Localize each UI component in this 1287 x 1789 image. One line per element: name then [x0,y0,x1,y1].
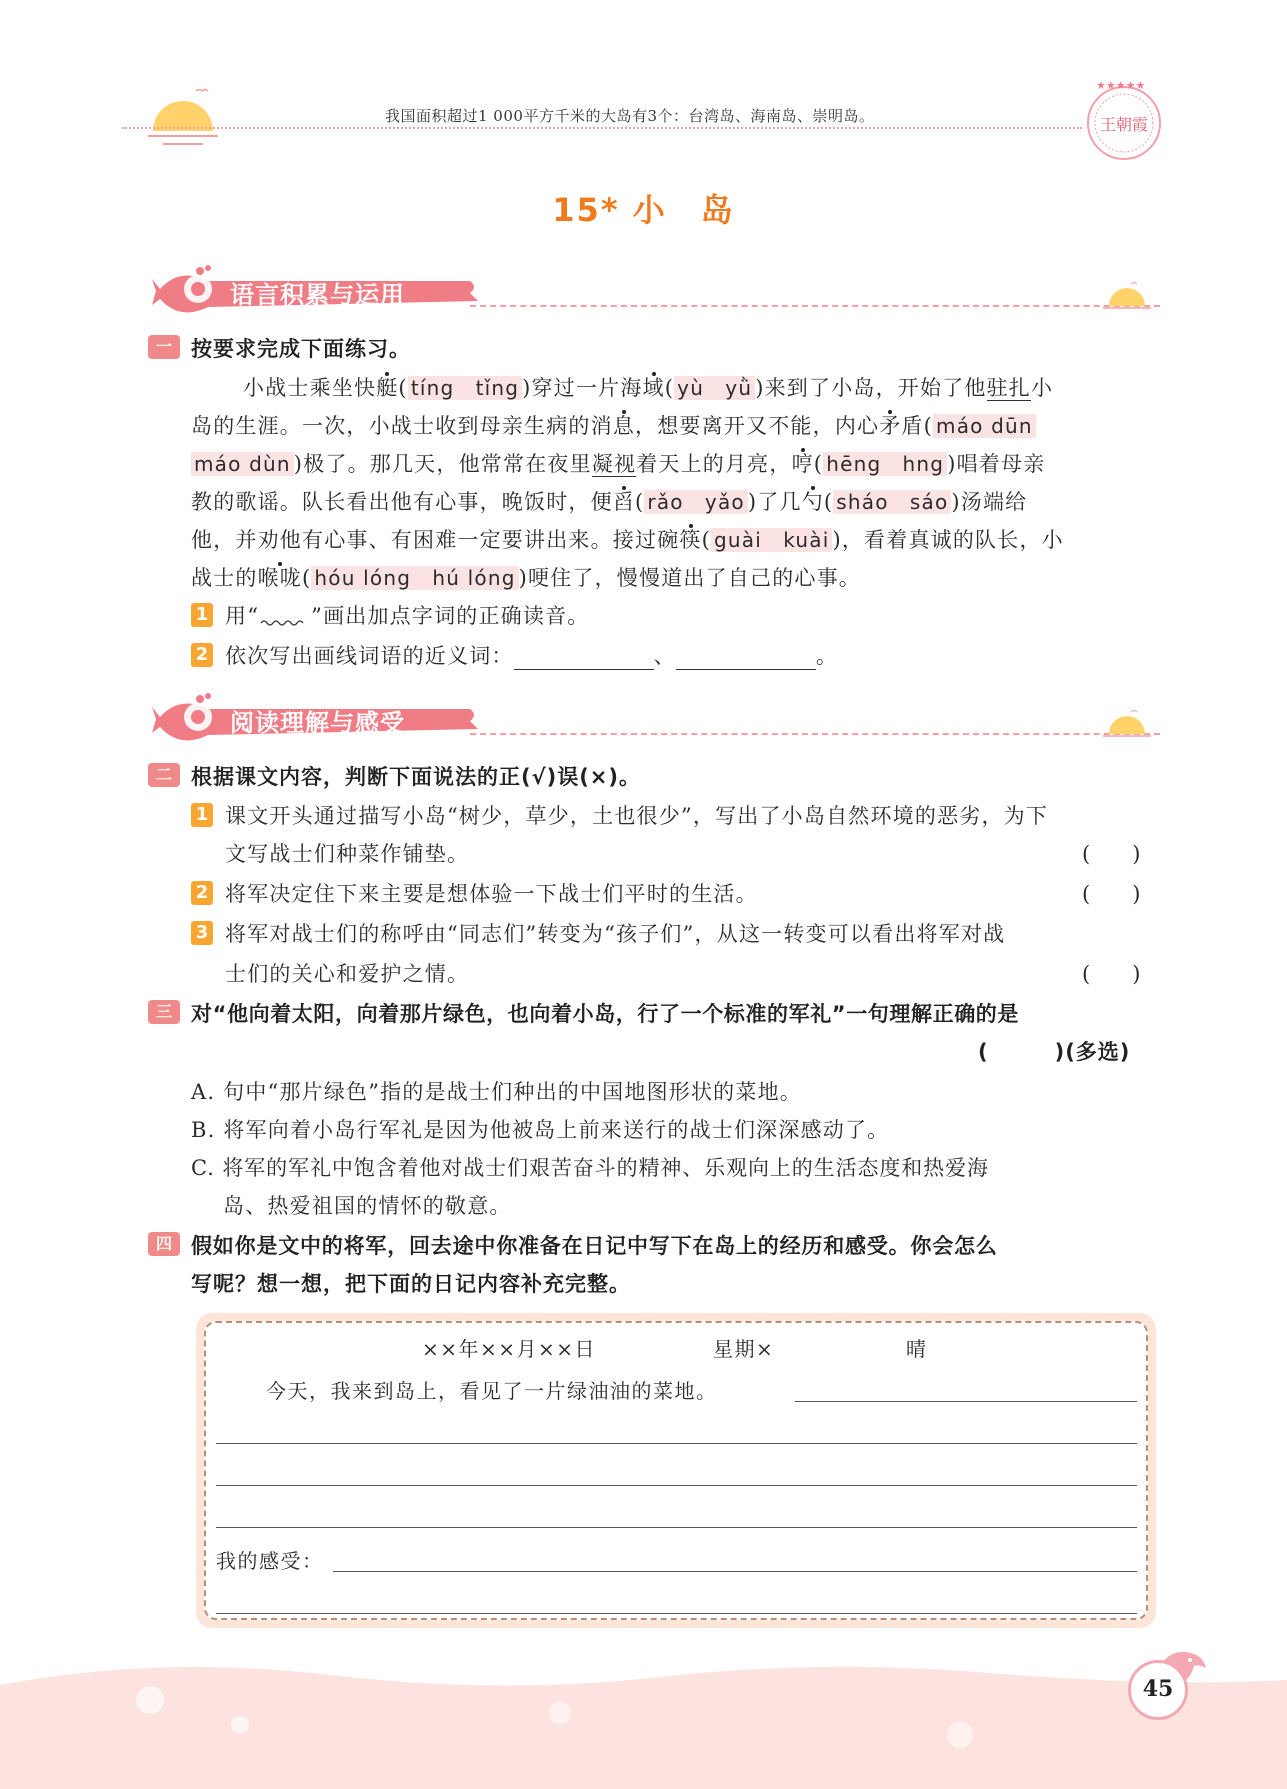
diary-weather: 晴 [906,1337,928,1361]
judgment-item-3-line-2: 士们的关心和爱护之情。 [225,962,470,986]
answer-paren[interactable]: ( ) [1082,962,1141,986]
sunrise-icon [148,86,218,156]
question-badge-1: 一 [148,335,180,359]
option-c-line-2: 岛、热爱祖国的情怀的敬意。 [223,1194,512,1218]
brand-stamp-logo [1080,75,1168,163]
writing-line[interactable] [333,1571,1137,1572]
diary-inner [204,1321,1148,1620]
writing-line[interactable] [216,1485,1137,1486]
item-number: 3 [191,921,213,945]
writing-line[interactable] [216,1443,1137,1444]
section-title-accumulation: 语言积累与运用 [230,281,405,309]
pinyin-options: máo dùn [191,452,294,476]
judgment-item-1-line-1: 课文开头通过描写小岛“树少，草少，土也很少”，写出了小岛自然环境的恶劣，为下 [225,804,1049,828]
dotted-char: 息 [612,414,636,438]
section-divider [470,733,1160,735]
passage-line-3: máo dùn )极了。那几天，他常常在夜里凝视着天上的月亮，哼( hēng hng )唱着母亲 [191,448,1045,478]
diary-weekday: 星期× [713,1337,775,1361]
dotted-char: 域 [642,376,665,400]
diary-opening: 今天，我来到岛上，看见了一片绿油油的菜地。 [266,1379,718,1403]
question-3-prompt: 对“他向着太阳，向着那片绿色，也向着小岛，行了一个标准的军礼”一句理解正确的是 [191,1002,1019,1026]
diary-box [196,1313,1156,1628]
sub-question-2: 依次写出画线词语的近义词： 、 。 [225,644,839,668]
option-b: B. 将军向着小岛行军礼是因为他被岛上前来送行的战士们深深感动了。 [191,1118,890,1142]
footer-wave [0,1655,1287,1789]
answer-paren-multi[interactable]: ( )(多选) [978,1040,1131,1064]
writing-line[interactable] [216,1527,1137,1528]
question-badge-2: 二 [148,763,180,787]
pinyin-options: hēng hng [823,452,947,476]
page-number: 45 [1128,1660,1188,1720]
feeling-label: 我的感受： [216,1549,324,1573]
option-c-line-1: C. 将军的军礼中饱含着他对战士们艰苦奋斗的精神、乐观向上的生活态度和热爱海 [191,1156,989,1180]
diary-date: ××年××月××日 [422,1337,597,1361]
question-4-prompt-line-2: 写呢？想一想，把下面的日记内容补充完整。 [191,1272,631,1296]
dotted-word: 喉咙 [257,566,303,590]
dotted-char: 艇 [376,376,399,400]
small-sun-icon [1103,708,1151,742]
underlined-word: 驻扎 [986,376,1032,400]
sub-question-number: 2 [191,643,213,667]
svg-text:★★★★★: ★★★★★ [1096,79,1146,92]
pinyin-options: sháo sáo [833,490,951,514]
question-badge-4: 四 [148,1232,180,1256]
section-divider [470,305,1160,307]
answer-paren[interactable]: ( ) [1082,882,1141,906]
judgment-item-2: 将军决定住下来主要是想体验一下战士们平时的生活。 [225,882,758,906]
pinyin-options: yù yǜ [674,376,755,400]
dotted-char: 筷 [679,528,702,552]
question-badge-3: 三 [148,1000,180,1024]
header-divider [122,127,1082,129]
question-2-prompt: 根据课文内容，判断下面说法的正(√)误(×)。 [191,765,641,789]
sub-question-number: 1 [191,603,213,627]
small-sun-icon [1103,280,1151,314]
lesson-title: 15* 小 岛 [552,191,735,229]
writing-line[interactable] [795,1401,1137,1402]
sub-question-1: 用“ ”画出加点字词的正确读音。 [225,604,590,628]
answer-blank[interactable] [676,649,816,670]
underlined-word: 凝视 [591,452,637,476]
passage-line-6: 战士的喉咙( hóu lóng hú lóng )哽住了，慢慢道出了自己的心事。 [191,566,862,590]
judgment-item-1-line-2: 文写战士们种菜作铺垫。 [225,842,470,866]
passage-line-2: 岛的生涯。一次，小战士收到母亲生病的消息，想要离开又不能，内心矛盾( máo dūn [191,410,1036,440]
passage-line-1: 小战士乘坐快艇( tíng tǐng )穿过一片海域( yù yǜ )来到了小岛，开始了他驻扎小 [243,376,1054,400]
question-1-prompt: 按要求完成下面练习。 [191,337,411,361]
header-fact: 我国面积超过1 000平方千米的大岛有3个：台湾岛、海南岛、崇明岛。 [385,107,875,125]
pinyin-options: guài kuài [711,528,832,552]
dotted-char: 哼 [791,452,814,476]
answer-blank[interactable] [514,649,654,670]
dotted-char: 勺 [801,490,824,514]
judgment-item-3-line-1: 将军对战士们的称呼由“同志们”转变为“孩子们”，从这一转变可以看出将军对战 [225,922,1006,946]
option-a: A. 句中“那片绿色”指的是战士们种出的中国地图形状的菜地。 [191,1080,802,1104]
pinyin-options: hóu lóng hú lóng [311,566,518,590]
section-title-reading: 阅读理解与感受 [230,709,405,737]
question-4-prompt-line-1: 假如你是文中的将军，回去途中你准备在日记中写下在岛上的经历和感受。你会怎么 [191,1234,998,1258]
svg-text:王朝霞: 王朝霞 [1099,115,1149,134]
writing-line[interactable] [216,1613,1137,1614]
passage-line-4: 教的歌谣。队长看出他有心事，晚饭时，便舀( rǎo yǎo )了几勺( sháo sáo )汤端给 [191,490,1028,514]
pinyin-options: tíng tǐng [408,376,522,400]
dotted-char: 矛 [879,414,902,438]
item-number: 2 [191,881,213,905]
wavy-line-icon [259,609,311,627]
pinyin-options: máo dūn [933,414,1036,438]
pinyin-options: rǎo yǎo [644,490,747,514]
item-number: 1 [191,803,213,827]
passage-line-5: 他，并劝他有心事、有困难一定要讲出来。接过碗筷( guài kuài )，看着真诚的队长，小 [191,528,1064,552]
dotted-char: 舀 [612,490,636,514]
answer-paren[interactable]: ( ) [1082,842,1141,866]
